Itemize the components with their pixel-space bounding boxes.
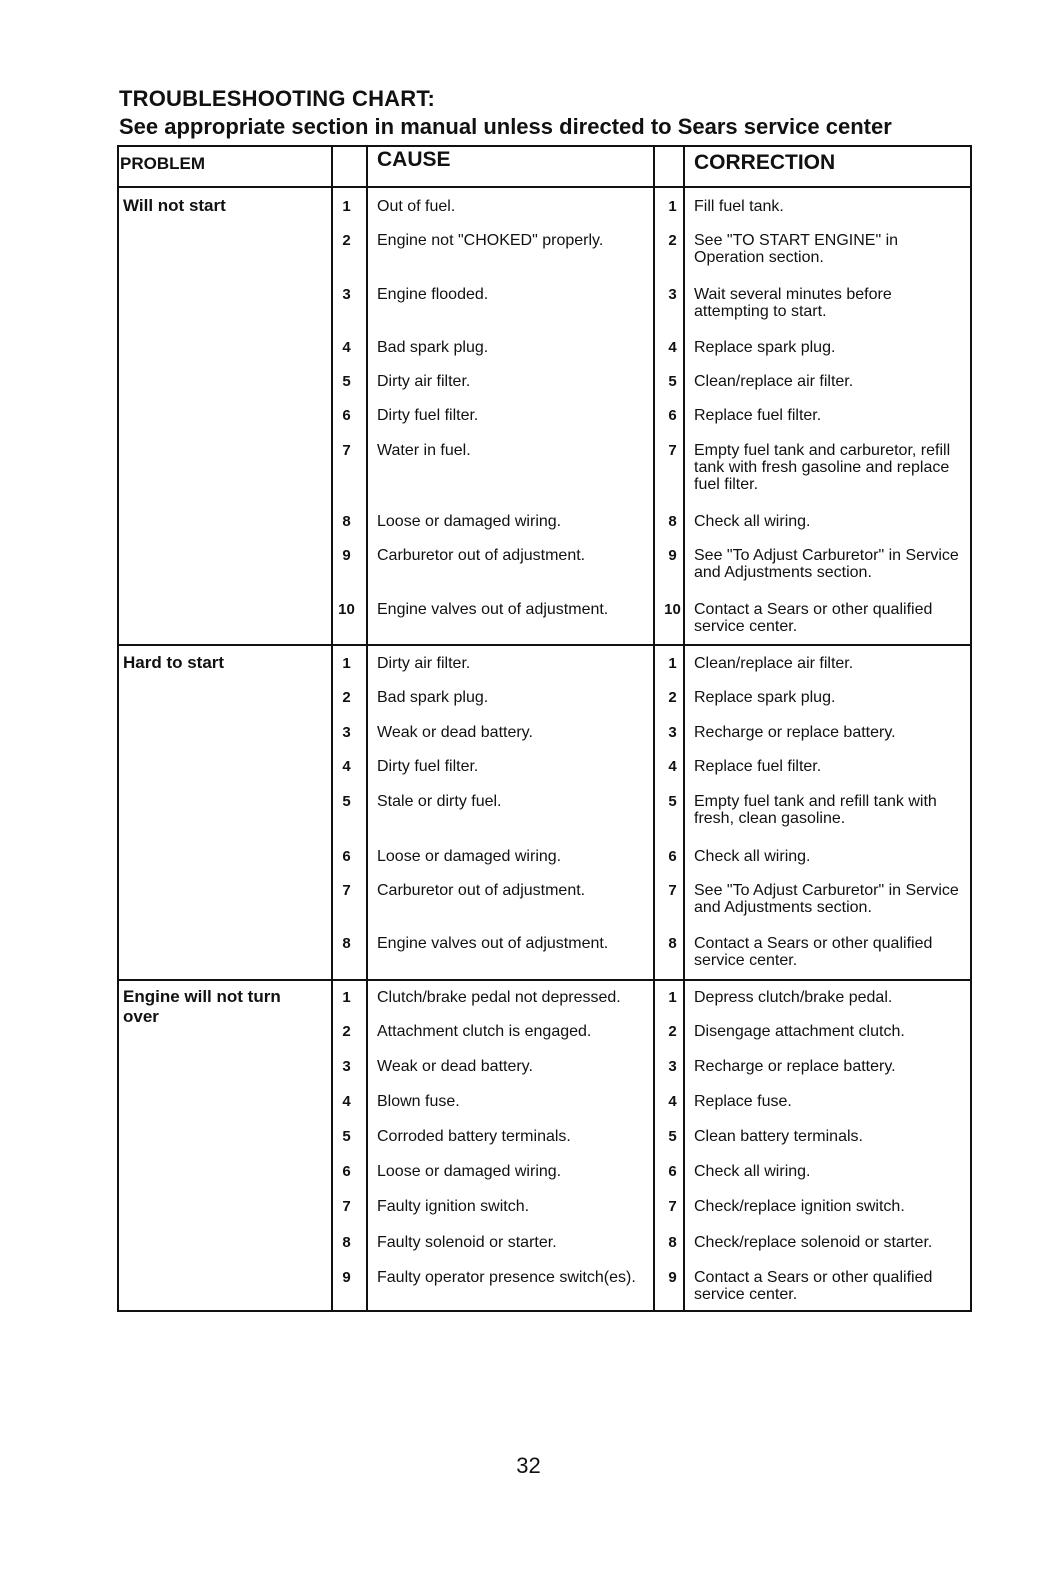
correction-number: 6 (668, 848, 677, 865)
cause-number: 3 (342, 724, 351, 741)
correction-number: 3 (668, 286, 677, 303)
cause-text: Dirty fuel filter. (377, 758, 479, 775)
correction-text: Clean battery terminals. (694, 1128, 863, 1145)
correction-text: Fill fuel tank. (694, 198, 784, 215)
cause-number: 7 (342, 1198, 351, 1215)
cause-number: 9 (342, 547, 351, 564)
cause-text: Faulty ignition switch. (377, 1198, 530, 1215)
correction-number: 1 (668, 198, 677, 215)
correction-text: Check all wiring. (694, 513, 811, 530)
correction-number: 7 (668, 882, 677, 899)
correction-number: 4 (668, 1093, 677, 1110)
problem-label: Engine will not turn over (123, 987, 281, 1026)
cause-number: 7 (342, 442, 351, 459)
problem-label: Hard to start (123, 653, 225, 672)
correction-text: Replace spark plug. (694, 339, 836, 356)
correction-text: Recharge or replace battery. (694, 724, 896, 741)
column-header-problem: PROBLEM (120, 154, 205, 173)
cause-text: Clutch/brake pedal not depressed. (377, 989, 621, 1006)
column-divider (653, 145, 655, 1311)
cause-text: Faulty operator presence switch(es). (377, 1269, 636, 1286)
correction-text: Replace spark plug. (694, 689, 836, 706)
correction-text: Recharge or replace battery. (694, 1058, 896, 1075)
chart-title: TROUBLESHOOTING CHART: (119, 86, 436, 111)
column-header-correction: CORRECTION (694, 151, 836, 174)
cause-text: Dirty air filter. (377, 655, 471, 672)
correction-number: 5 (668, 373, 677, 390)
correction-text: Check all wiring. (694, 848, 811, 865)
correction-number: 4 (668, 339, 677, 356)
correction-number: 7 (668, 442, 677, 459)
cause-number: 1 (342, 989, 351, 1006)
cause-number: 5 (342, 793, 351, 810)
correction-number: 8 (668, 513, 677, 530)
correction-text: Clean/replace air filter. (694, 655, 854, 672)
cause-text: Weak or dead battery. (377, 724, 533, 741)
cause-number: 8 (342, 513, 351, 530)
cause-number: 3 (342, 1058, 351, 1075)
cause-number: 8 (342, 1234, 351, 1251)
correction-number: 6 (668, 1163, 677, 1180)
cause-number: 5 (342, 1128, 351, 1145)
correction-number: 5 (668, 793, 677, 810)
correction-text: Clean/replace air filter. (694, 373, 854, 390)
cause-text: Dirty fuel filter. (377, 407, 479, 424)
cause-number: 3 (342, 286, 351, 303)
cause-text: Attachment clutch is engaged. (377, 1023, 592, 1040)
correction-text: Depress clutch/brake pedal. (694, 989, 893, 1006)
correction-number: 9 (668, 1269, 677, 1286)
correction-number: 9 (668, 547, 677, 564)
correction-number: 6 (668, 407, 677, 424)
cause-number: 1 (342, 198, 351, 215)
cause-text: Engine valves out of adjustment. (377, 601, 609, 618)
correction-text: See "To Adjust Carburetor" in Service and Adjustments section. (694, 882, 959, 916)
correction-text: Wait several minutes before attempting to start. (694, 286, 892, 320)
correction-text: Replace fuel filter. (694, 758, 822, 775)
problem-label: Will not start (123, 196, 226, 215)
cause-number: 8 (342, 935, 351, 952)
correction-number: 1 (668, 989, 677, 1006)
correction-number: 5 (668, 1128, 677, 1145)
correction-text: Check/replace solenoid or starter. (694, 1234, 933, 1251)
correction-text: Check/replace ignition switch. (694, 1198, 905, 1215)
cause-text: Stale or dirty fuel. (377, 793, 502, 810)
cause-number: 1 (342, 655, 351, 672)
correction-text: Contact a Sears or other qualified service center. (694, 935, 933, 969)
cause-text: Out of fuel. (377, 198, 456, 215)
correction-text: Check all wiring. (694, 1163, 811, 1180)
cause-number: 2 (342, 689, 351, 706)
correction-number: 3 (668, 1058, 677, 1075)
correction-text: Replace fuse. (694, 1093, 792, 1110)
correction-text: See "TO START ENGINE" in Operation section. (694, 232, 899, 266)
cause-number: 2 (342, 1023, 351, 1040)
cause-number: 4 (342, 339, 351, 356)
correction-number: 4 (668, 758, 677, 775)
cause-text: Dirty air filter. (377, 373, 471, 390)
correction-text: Empty fuel tank and carburetor, refill tank with fresh gasoline and replace fuel filter. (694, 442, 951, 493)
correction-number: 2 (668, 689, 677, 706)
cause-number: 2 (342, 232, 351, 249)
correction-text: Replace fuel filter. (694, 407, 822, 424)
cause-number: 7 (342, 882, 351, 899)
column-divider (331, 145, 333, 1311)
cause-text: Engine not "CHOKED" properly. (377, 232, 604, 249)
cause-text: Water in fuel. (377, 442, 471, 459)
correction-number: 2 (668, 232, 677, 249)
correction-text: Contact a Sears or other qualified service center. (694, 1269, 933, 1303)
cause-number: 6 (342, 407, 351, 424)
correction-number: 2 (668, 1023, 677, 1040)
cause-number: 4 (342, 758, 351, 775)
cause-number: 6 (342, 1163, 351, 1180)
header-divider (117, 186, 972, 188)
cause-number: 6 (342, 848, 351, 865)
correction-text: Disengage attachment clutch. (694, 1023, 905, 1040)
cause-text: Loose or damaged wiring. (377, 1163, 562, 1180)
cause-number: 10 (338, 601, 355, 618)
column-divider (366, 145, 368, 1311)
chart-subtitle: See appropriate section in manual unless directed to Sears service center (119, 114, 892, 139)
cause-number: 5 (342, 373, 351, 390)
cause-text: Bad spark plug. (377, 689, 489, 706)
correction-text: See "To Adjust Carburetor" in Service and Adjustments section. (694, 547, 959, 581)
section-divider (117, 979, 972, 981)
correction-number: 10 (664, 601, 681, 618)
correction-text: Empty fuel tank and refill tank with fresh, clean gasoline. (694, 793, 937, 827)
cause-number: 9 (342, 1269, 351, 1286)
cause-text: Loose or damaged wiring. (377, 848, 562, 865)
cause-text: Loose or damaged wiring. (377, 513, 562, 530)
correction-number: 8 (668, 935, 677, 952)
correction-number: 8 (668, 1234, 677, 1251)
cause-text: Faulty solenoid or starter. (377, 1234, 557, 1251)
cause-text: Bad spark plug. (377, 339, 489, 356)
section-divider (117, 644, 972, 646)
cause-text: Blown fuse. (377, 1093, 460, 1110)
cause-text: Corroded battery terminals. (377, 1128, 571, 1145)
cause-text: Engine valves out of adjustment. (377, 935, 609, 952)
correction-text: Contact a Sears or other qualified service center. (694, 601, 933, 635)
cause-text: Carburetor out of adjustment. (377, 547, 586, 564)
cause-text: Weak or dead battery. (377, 1058, 533, 1075)
page-number: 32 (516, 1453, 541, 1478)
cause-text: Carburetor out of adjustment. (377, 882, 586, 899)
cause-number: 4 (342, 1093, 351, 1110)
column-header-cause: CAUSE (377, 148, 451, 171)
cause-text: Engine flooded. (377, 286, 489, 303)
correction-number: 7 (668, 1198, 677, 1215)
correction-number: 1 (668, 655, 677, 672)
correction-number: 3 (668, 724, 677, 741)
